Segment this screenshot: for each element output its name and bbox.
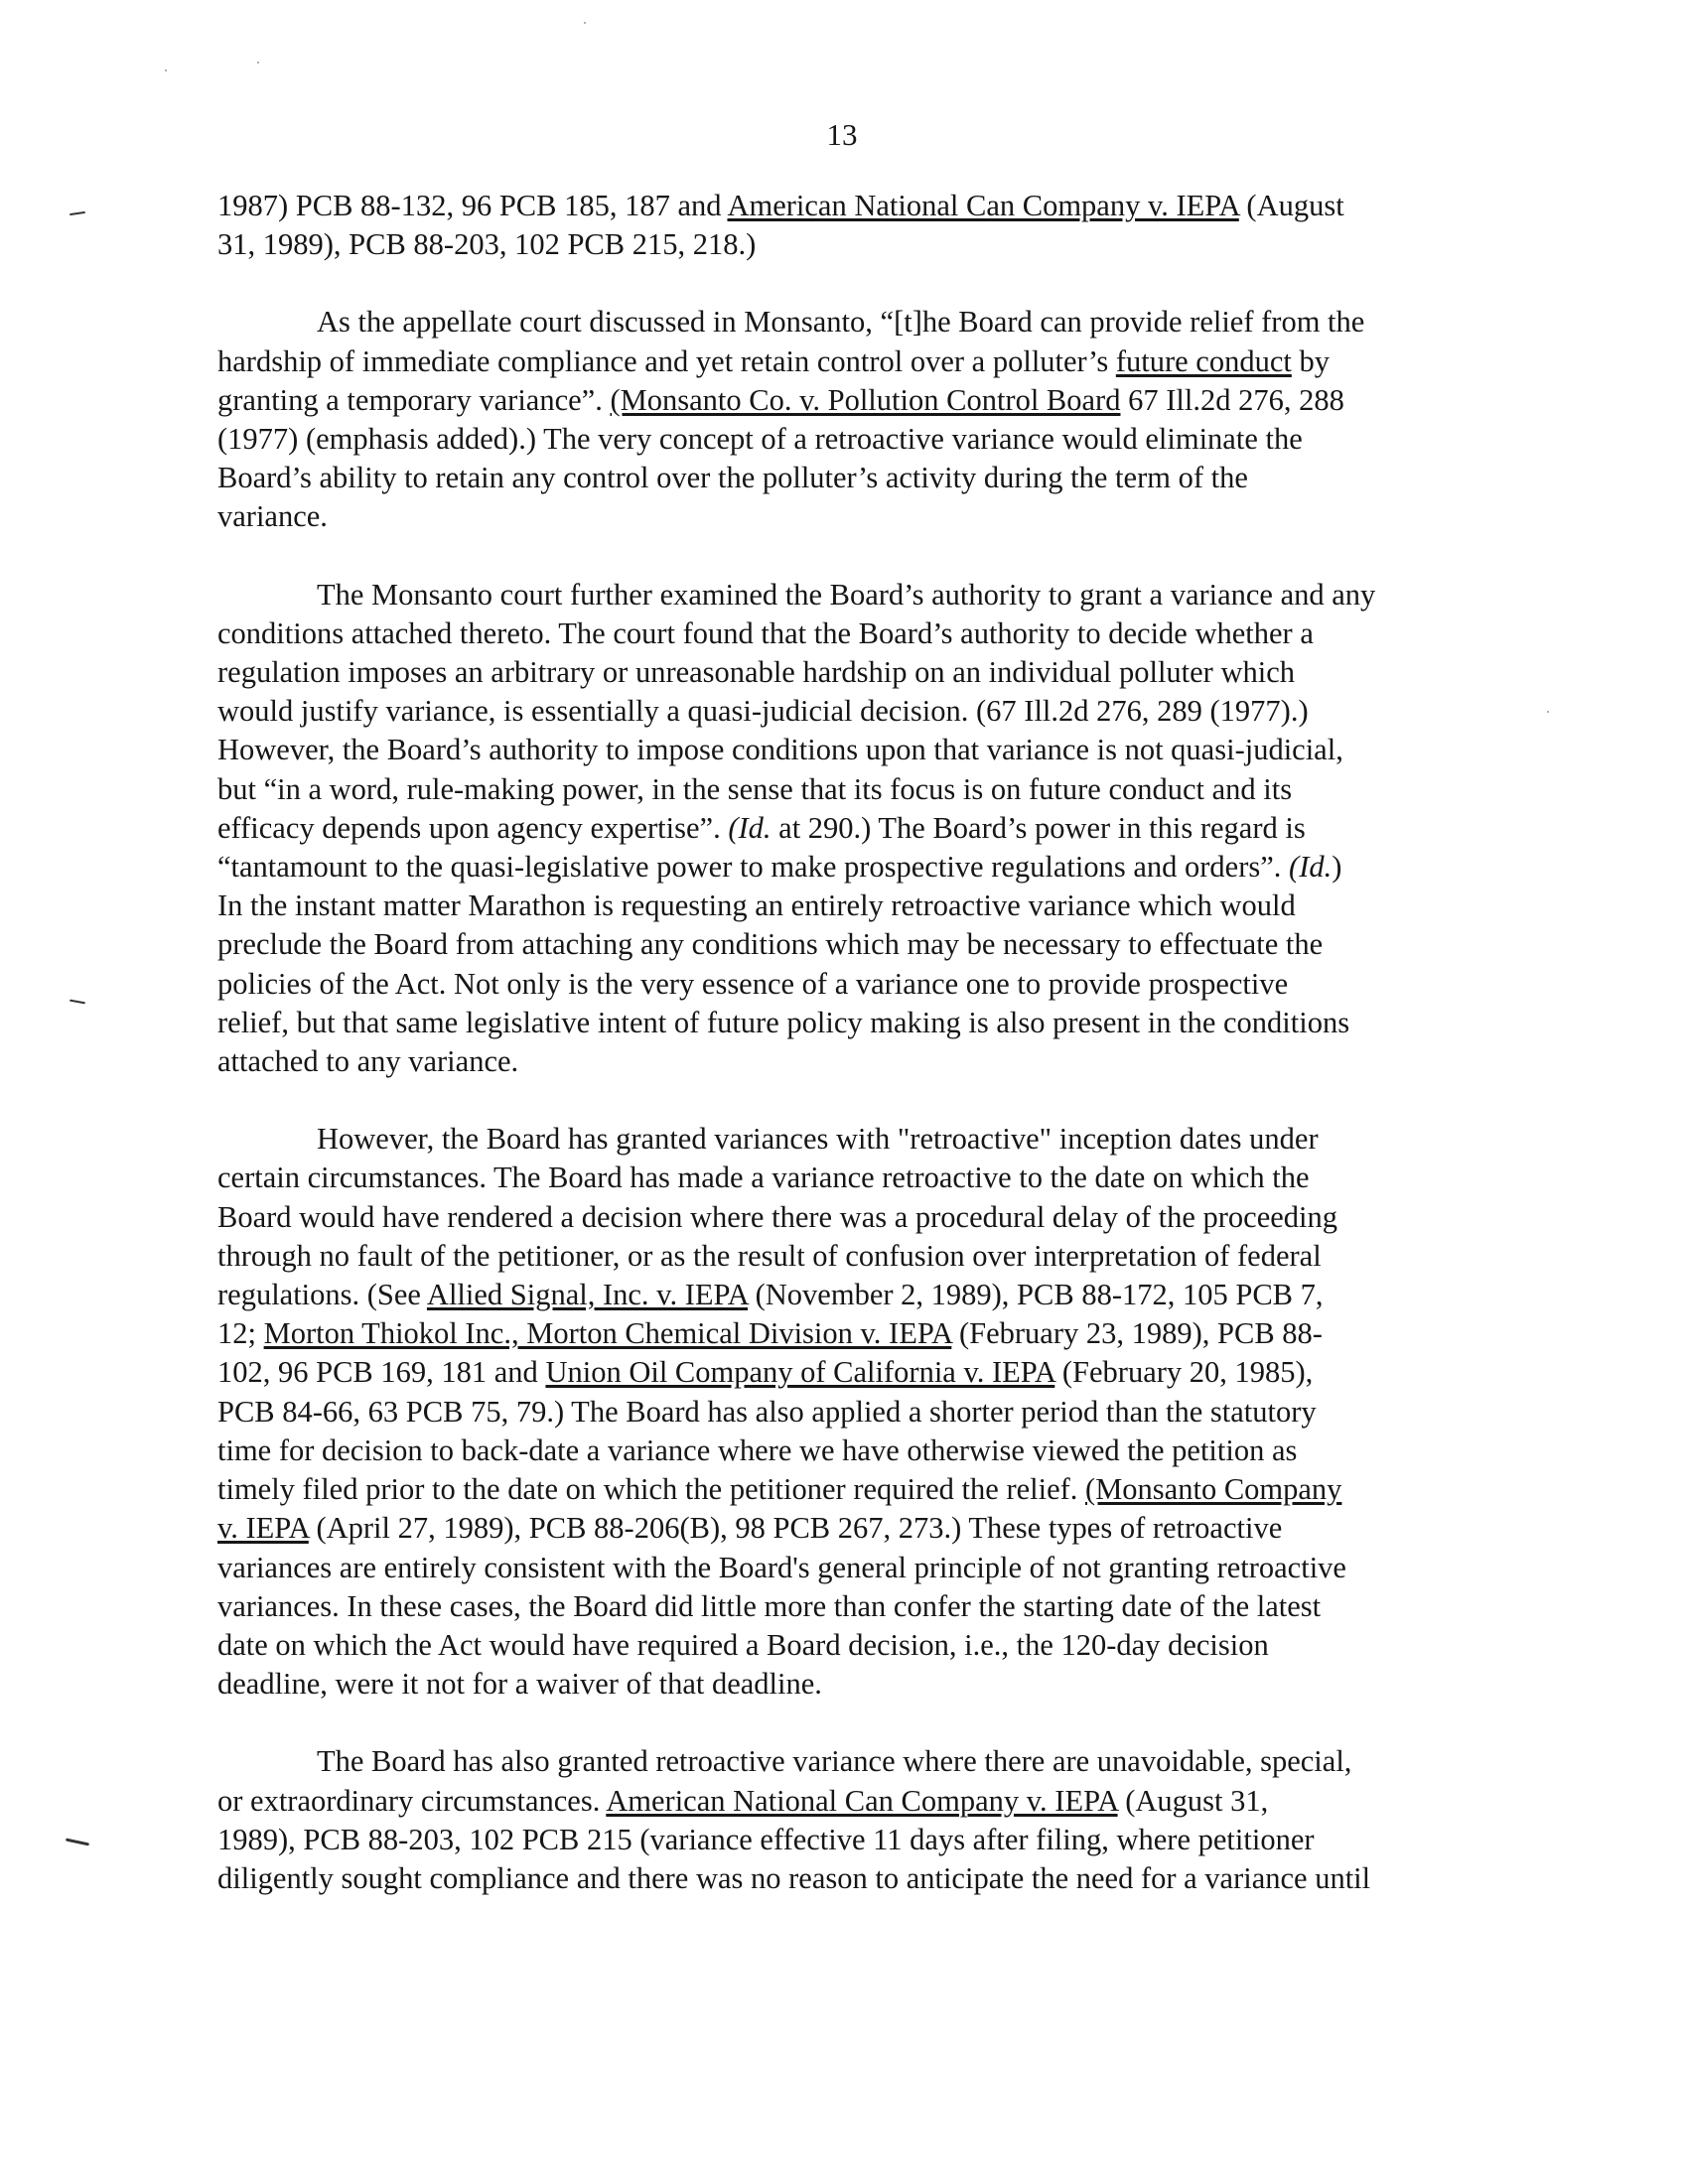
text-line [217,1782,1478,1821]
id-citation: (Id. [728,810,772,845]
margin-mark [70,1000,85,1005]
scan-speck [257,62,259,64]
text-segment: time for decision to back-date a variance where we have otherwise viewed the petition as [217,1433,1298,1467]
text-segment: (1977) (emphasis added).) The very concept of a retroactive variance would eliminate the [217,422,1303,457]
case-citation: future conduct [1115,343,1292,378]
text-segment: would justify variance, is essentially a quasi-judicial decision. (67 Ill.2d 276, 289 (1977).) [217,694,1309,729]
text-line [217,1626,1478,1665]
text-line [217,1549,1478,1587]
case-citation: Morton Thiokol Inc., Morton Chemical Division v. IEPA [263,1316,952,1351]
text-line [217,1587,1478,1626]
text-line [217,1432,1478,1470]
text-segment: conditions attached thereto. The court found that the Board’s authority to decide whether a [217,615,1314,650]
text-line [217,848,1478,887]
text-line [217,1742,1478,1781]
text-segment: 1989), PCB 88-203, 102 PCB 215 (variance effective 11 days after filing, where petitioner [217,1822,1315,1856]
text-segment: policies of the Act. Not only is the very essence of a variance one to provide prospective [217,966,1289,1001]
margin-mark [70,211,85,215]
case-citation: v. IEPA [217,1511,309,1546]
text-line [217,1004,1478,1042]
margin-mark [66,1839,89,1846]
text-line [217,576,1478,614]
text-segment: diligently sought compliance and there was no reason to anticipate the need for a variance until [217,1860,1371,1895]
page-number: 13 [826,117,858,152]
text-segment: (August 31, [1117,1783,1269,1818]
text-segment: attached to any variance. [217,1044,519,1079]
text-segment: 12; [217,1316,264,1351]
text-line [217,225,1478,264]
paragraph [217,187,1478,264]
text-segment: ) [1332,850,1342,885]
text-segment: deadline, were it not for a waiver of that deadline. [217,1667,822,1702]
text-segment: but “in a word, rule-making power, in the sense that its focus is on future conduct and its [217,771,1293,806]
paragraph [217,303,1478,536]
text-segment: (February 23, 1989), PCB 88- [951,1316,1323,1351]
text-segment: The Monsanto court further examined the Board’s authority to grant a variance and any [317,577,1376,612]
text-segment: As the appellate court discussed in Monsanto, “[t]he Board can provide relief from the [317,305,1365,340]
text-segment: certain circumstances. The Board has made a variance retroactive to the date on which the [217,1160,1310,1195]
text-line [217,692,1478,731]
text-line [217,925,1478,964]
text-line [217,1509,1478,1548]
case-citation: American National Can Company v. IEPA [606,1783,1118,1818]
text-line [217,420,1478,459]
text-segment: (April 27, 1989), PCB 88-206(B), 98 PCB 267, 273.) These types of retroactive [308,1511,1283,1546]
text-line [217,809,1478,848]
paragraph [217,1120,1478,1704]
text-segment: or extraordinary circumstances. [217,1783,607,1818]
scan-speck [584,22,586,24]
scan-speck [1547,711,1549,713]
text-segment: 102, 96 PCB 169, 181 and [217,1355,546,1390]
text-segment: efficacy depends upon agency expertise”. [217,810,729,845]
text-segment: The Board has also granted retroactive variance where there are unavoidable, special, [317,1744,1352,1779]
text-segment: granting a temporary variance”. [217,382,611,417]
text-line [217,1314,1478,1353]
text-segment: variances. In these cases, the Board did little more than confer the starting date of the latest [217,1588,1322,1623]
text-line [217,497,1478,536]
text-line [217,614,1478,653]
text-line [217,887,1478,925]
text-segment: 67 Ill.2d 276, 288 [1120,382,1344,417]
text-line [217,1821,1478,1859]
text-line [217,1276,1478,1314]
text-segment: Board’s ability to retain any control over the polluter’s activity during the term of the [217,461,1248,495]
text-segment: at 290.) The Board’s power in this regard is [771,810,1306,845]
text-segment: “tantamount to the quasi-legislative power to make prospective regulations and orders”. [217,850,1290,885]
text-line [217,653,1478,692]
text-segment: However, the Board’s authority to impose conditions upon that variance is not quasi-judicial, [217,733,1343,767]
text-segment: relief, but that same legislative intent of future policy making is also present in the conditions [217,1005,1350,1039]
text-line [217,1859,1478,1898]
text-segment: 31, 1989), PCB 88-203, 102 PCB 215, 218.) [217,227,757,262]
text-segment: (February 20, 1985), [1054,1355,1314,1390]
paragraph [217,1742,1478,1898]
text-line [217,1665,1478,1704]
text-line [217,1159,1478,1197]
text-segment: preclude the Board from attaching any conditions which may be necessary to effectuate the [217,927,1324,962]
paragraph [217,576,1478,1082]
text-line [217,1042,1478,1081]
text-segment: regulation imposes an arbitrary or unreasonable hardship on an individual polluter which [217,655,1295,690]
text-segment: (November 2, 1989), PCB 88-172, 105 PCB 7, [748,1278,1324,1312]
case-citation: American National Can Company v. IEPA [727,189,1239,222]
text-segment: regulations. (See [217,1278,427,1312]
case-citation: Allied Signal, Inc. v. IEPA [426,1278,748,1312]
text-line [217,770,1478,809]
text-segment: PCB 84-66, 63 PCB 75, 79.) The Board has also applied a shorter period than the statutory [217,1394,1317,1429]
text-line [217,187,1478,225]
scan-speck [165,69,167,71]
text-segment: 1987) PCB 88-132, 96 PCB 185, 187 and [217,189,728,222]
text-line [217,1393,1478,1432]
case-citation: (Monsanto Company [1085,1472,1342,1507]
text-segment: variances are entirely consistent with the Board's general principle of not granting retroactive [217,1550,1346,1584]
text-segment: In the instant matter Marathon is requesting an entirely retroactive variance which would [217,888,1296,923]
text-segment: However, the Board has granted variances with "retroactive" inception dates under [317,1122,1319,1157]
body-text [217,187,1478,1937]
text-line [217,965,1478,1004]
text-segment: variance. [217,499,328,534]
text-line [217,1353,1478,1392]
case-citation: Union Oil Company of California v. IEPA [545,1355,1055,1390]
text-segment: through no fault of the petitioner, or as the result of confusion over interpretation of federal [217,1238,1322,1273]
text-segment: date on which the Act would have required a Board decision, i.e., the 120-day decision [217,1627,1269,1662]
text-line [217,1470,1478,1509]
text-segment: timely filed prior to the date on which the petitioner required the relief. [217,1472,1086,1507]
text-line [217,459,1478,497]
text-line [217,1198,1478,1237]
case-citation: (Monsanto Co. v. Pollution Control Board [610,382,1121,417]
text-segment: (August [1238,189,1344,222]
id-citation: (Id. [1289,850,1333,885]
text-line [217,303,1478,341]
text-line [217,342,1478,381]
text-segment: by [1291,343,1330,378]
text-line [217,1237,1478,1276]
text-line [217,381,1478,420]
text-line [217,1120,1478,1159]
text-segment: hardship of immediate compliance and yet retain control over a polluter’s [217,343,1116,378]
text-segment: Board would have rendered a decision where there was a procedural delay of the proceeding [217,1199,1338,1234]
text-line [217,731,1478,769]
